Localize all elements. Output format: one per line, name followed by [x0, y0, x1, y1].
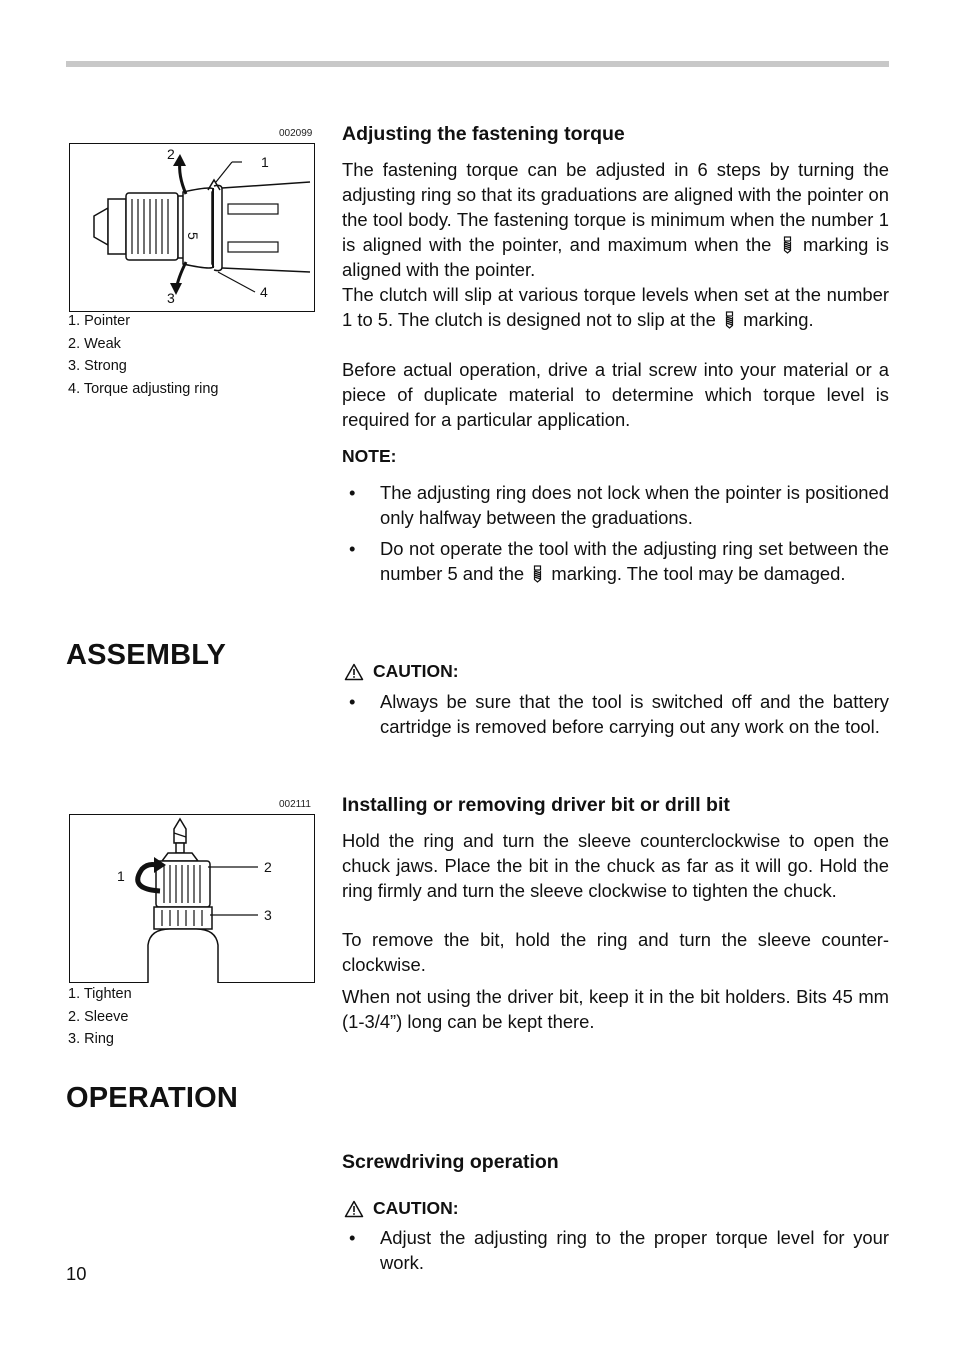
callout-1: 1	[261, 154, 269, 170]
drill-bit-icon	[532, 565, 543, 583]
legend-item: 3. Strong	[68, 358, 127, 375]
callout-1: 1	[117, 868, 125, 884]
bullet: •	[349, 1227, 356, 1248]
bullet: •	[349, 538, 356, 559]
torque-ring-figure	[69, 143, 315, 312]
figure-code: 002099	[279, 128, 313, 139]
callout-3: 3	[264, 907, 272, 923]
note-item: • The adjusting ring does not lock when the pointer is positioned only halfway between the graduations.	[349, 482, 889, 528]
torque-paragraph-2: The clutch will slip at various torque levels when set at the number 1 to 5. The clutch is designed not to slip at the marking.	[342, 284, 889, 330]
bit-paragraph-3: When not using the driver bit, keep it in the bit holders. Bits 45 mm (1-3/4”) long can be kept there.	[342, 986, 889, 1032]
figure-code: 002111	[279, 799, 311, 810]
callout-2: 2	[264, 859, 272, 875]
caution-label: CAUTION:	[344, 1198, 459, 1219]
torque-heading: Adjusting the fastening torque	[342, 123, 625, 145]
caution-item: • Adjust the adjusting ring to the proper torque level for your work.	[349, 1227, 889, 1273]
legend-item: 2. Weak	[68, 335, 121, 352]
note-label: NOTE:	[342, 446, 397, 466]
legend-item: 3. Ring	[68, 1031, 114, 1048]
callout-3: 3	[167, 290, 175, 306]
caution-item: • Always be sure that the tool is switched off and the battery cartridge is removed before carrying out any work on the tool.	[349, 691, 889, 737]
warning-icon	[344, 1200, 364, 1218]
legend-item: 2. Sleeve	[68, 1008, 129, 1025]
drill-bit-icon	[724, 311, 735, 329]
callout-4: 4	[260, 284, 268, 300]
ring-digit: 5	[185, 232, 201, 240]
assembly-heading: ASSEMBLY	[66, 639, 227, 671]
bit-heading: Installing or removing driver bit or drill bit	[342, 794, 730, 816]
caution-label: CAUTION:	[344, 661, 459, 682]
chuck-illustration	[70, 815, 316, 984]
legend-item: 4. Torque adjusting ring	[68, 381, 219, 398]
bit-paragraph-2: To remove the bit, hold the ring and turn the sleeve counter-clockwise.	[342, 929, 889, 975]
chuck-figure	[69, 814, 315, 983]
torque-paragraph-1: The fastening torque can be adjusted in 6 steps by turning the adjusting ring so that its graduations are aligned with the pointer on the tool body. The fastening torque is minimum when the number 1 is aligned with the pointer, and maximum when the marking is aligned with the pointer.	[342, 159, 889, 280]
note-item: • Do not operate the tool with the adjusting ring set between the number 5 and the marking. The tool may be damaged.	[349, 538, 889, 584]
figure2-legend	[68, 983, 132, 1051]
bit-paragraph-1: Hold the ring and turn the sleeve counterclockwise to open the chuck jaws. Place the bit in the chuck as far as it will go. Hold the ring firmly and turn the sleeve clockwise to tighten the chuck.	[342, 830, 889, 901]
torque-ring-illustration	[70, 144, 316, 313]
legend-item: 1. Tighten	[68, 986, 132, 1002]
header-rule	[66, 61, 889, 67]
screwdriving-heading: Screwdriving operation	[342, 1151, 559, 1173]
bullet: •	[349, 482, 356, 503]
warning-icon	[344, 663, 364, 681]
page-number: 10	[66, 1263, 87, 1284]
bullet: •	[349, 691, 356, 712]
operation-heading: OPERATION	[66, 1082, 239, 1114]
figure1-legend	[68, 310, 218, 401]
callout-2: 2	[167, 146, 175, 162]
drill-bit-icon	[782, 236, 793, 254]
legend-item: 1. Pointer	[68, 313, 131, 329]
torque-paragraph-3: Before actual operation, drive a trial screw into your material or a piece of duplicate material to determine which torque level is required for a particular application.	[342, 359, 889, 430]
